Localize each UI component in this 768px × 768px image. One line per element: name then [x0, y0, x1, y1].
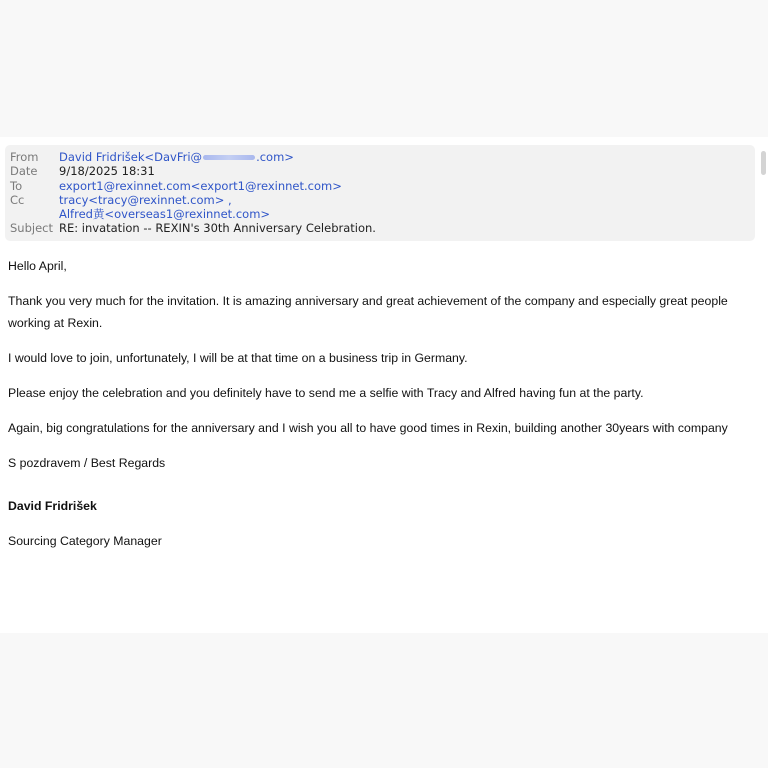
- subject-label: Subject: [10, 221, 53, 236]
- from-row: [10, 150, 755, 164]
- bottom-background: [0, 633, 768, 768]
- cc-row: [10, 193, 755, 207]
- body-paragraph: I would love to join, unfortunately, I will be at that time on a business trip in Germany.: [8, 351, 468, 365]
- subject-value: RE: invatation -- REXIN's 30th Anniversary Celebration.: [59, 221, 376, 236]
- cc-recipient-tracy[interactable]: tracy<tracy@rexinnet.com> ,: [59, 192, 232, 207]
- signature-name: David Fridrišek: [8, 499, 97, 513]
- closing: S pozdravem / Best Regards: [8, 456, 166, 470]
- email-panel: [0, 137, 768, 633]
- cc-label-spacer: [10, 207, 59, 221]
- from-label: From: [10, 150, 39, 164]
- subject-row: [10, 221, 755, 235]
- body-paragraph: Thank you very much for the invitation. It is amazing anniversary and great achievement of the company and especially great people working at Rexin.: [8, 294, 728, 330]
- from-email-suffix: .com>: [256, 150, 294, 164]
- redacted-email-segment: [203, 155, 255, 160]
- date-label: Date: [10, 164, 38, 179]
- to-value[interactable]: export1@rexinnet.com<export1@rexinnet.com>: [59, 178, 342, 193]
- date-row: [10, 164, 755, 178]
- signature-title: Sourcing Category Manager: [8, 534, 162, 548]
- email-body: [8, 255, 758, 565]
- signature-gap: [8, 487, 758, 495]
- date-value: 9/18/2025 18:31: [59, 164, 155, 179]
- top-background: [0, 0, 768, 137]
- body-paragraph: Again, big congratulations for the anniversary and I wish you all to have good times in Rexin, building another 30years with company: [8, 421, 728, 435]
- body-paragraph: Please enjoy the celebration and you definitely have to send me a selfie with Tracy and Alfred having fun at the party.: [8, 386, 644, 400]
- from-value[interactable]: [59, 150, 294, 164]
- greeting: Hello April,: [8, 259, 67, 273]
- email-header: [5, 145, 755, 241]
- from-name: David Fridrišek: [59, 150, 145, 164]
- cc-recipient-alfred[interactable]: Alfred黄<overseas1@rexinnet.com>: [59, 207, 271, 222]
- scrollbar-thumb[interactable]: [761, 151, 766, 175]
- from-email-prefix: <DavFri@: [144, 150, 203, 164]
- cc-label: Cc: [10, 192, 25, 207]
- to-row: [10, 179, 755, 193]
- cc-row-continued: [10, 207, 755, 221]
- to-label: To: [10, 178, 23, 193]
